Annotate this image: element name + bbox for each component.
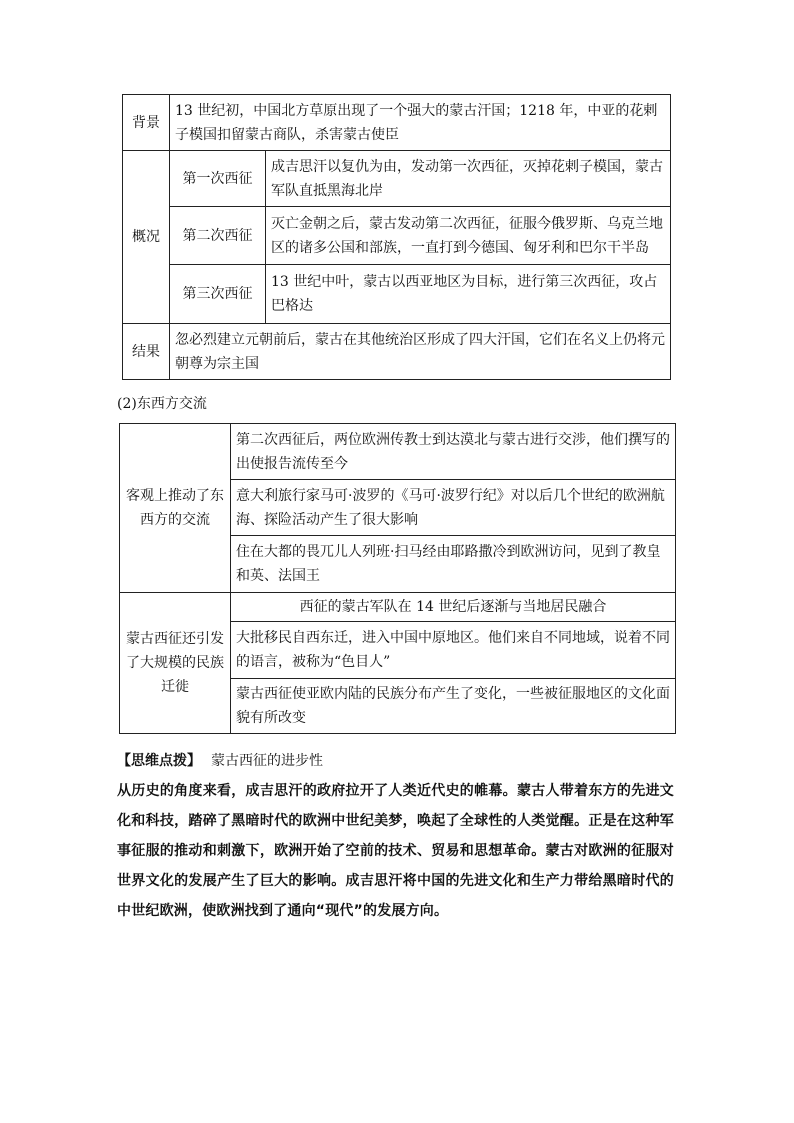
table-row [120, 593, 676, 622]
background-text: 13 世纪初，中国北方草原出现了一个强大的蒙古汗国；1218 年，中亚的花剌子模国扣留蒙古商队，杀害蒙古使臣 [170, 95, 671, 151]
exchange-item: 意大利旅行家马可·波罗的《马可·波罗行纪》对以后几个世纪的欧洲航海、探险活动产生了很大影响 [231, 480, 676, 536]
migration-item: 蒙古西征使亚欧内陆的民族分布产生了变化，一些被征服地区的文化面貌有所改变 [231, 679, 676, 734]
table-row [120, 424, 676, 480]
tip-paragraph: 从历史的角度来看，成吉思汗的政府拉开了人类近代史的帷幕。蒙古人带着东方的先进文化和科技，踏碎了黑暗时代的欧洲中世纪美梦，唤起了全球性的人类觉醒。正是在这种军事征服的推动和刺激下，欧洲开始了空前的技术、贸易和思想革命。蒙古对欧洲的征服对世界文化的发展产生了巨大的影响。成吉思汗将中国的先进文化和生产力带给黑暗时代的中世纪欧洲，使欧洲找到了通向“现代”的发展方向。 [117, 783, 674, 919]
table-row-result [123, 324, 671, 380]
result-label: 结果 [123, 324, 170, 380]
campaign-name: 第二次西征 [170, 207, 266, 265]
migration-item: 大批移民自西东迁，进入中国中原地区。他们来自不同地域，说着不同的语言，被称为“色目人” [231, 622, 676, 679]
table-row-second-campaign [123, 207, 671, 265]
result-text: 忽必烈建立元朝前后，蒙古在其他统治区形成了四大汗国，它们在名义上仍将元朝尊为宗主国 [170, 324, 671, 380]
campaign-name: 第三次西征 [170, 265, 266, 324]
mongol-campaigns-table [122, 94, 671, 380]
tip-heading [117, 751, 323, 771]
migration-item: 西征的蒙古军队在 14 世纪后逐渐与当地居民融合 [231, 593, 676, 622]
campaign-text: 灭亡金朝之后，蒙古发动第二次西征，征服今俄罗斯、乌克兰地区的诸多公国和部族，一直打到今德国、匈牙利和巴尔干半岛 [266, 207, 671, 265]
section-heading: (2)东西方交流 [117, 396, 207, 412]
east-west-exchange-table [119, 423, 676, 734]
table-row-background [123, 95, 671, 151]
exchange-item: 第二次西征后，两位欧洲传教士到达漠北与蒙古进行交涉，他们撰写的出使报告流传至今 [231, 424, 676, 480]
exchange-group-label: 客观上推动了东西方的交流 [120, 424, 231, 593]
campaign-text: 成吉思汗以复仇为由，发动第一次西征，灭掉花剌子模国，蒙古军队直抵黑海北岸 [266, 151, 671, 207]
tip-title: 蒙古西征的进步性 [211, 753, 323, 769]
migration-group-label: 蒙古西征还引发了大规模的民族迁徙 [120, 593, 231, 734]
overview-label: 概况 [123, 151, 170, 324]
tip-mark: 【思维点拨】 [117, 753, 201, 769]
table-row-third-campaign [123, 265, 671, 324]
background-label: 背景 [123, 95, 170, 151]
exchange-item: 住在大都的畏兀儿人列班·扫马经由耶路撒冷到欧洲访问，见到了教皇和英、法国王 [231, 536, 676, 593]
table-row-first-campaign [123, 151, 671, 207]
campaign-text: 13 世纪中叶，蒙古以西亚地区为目标，进行第三次西征，攻占巴格达 [266, 265, 671, 324]
campaign-name: 第一次西征 [170, 151, 266, 207]
